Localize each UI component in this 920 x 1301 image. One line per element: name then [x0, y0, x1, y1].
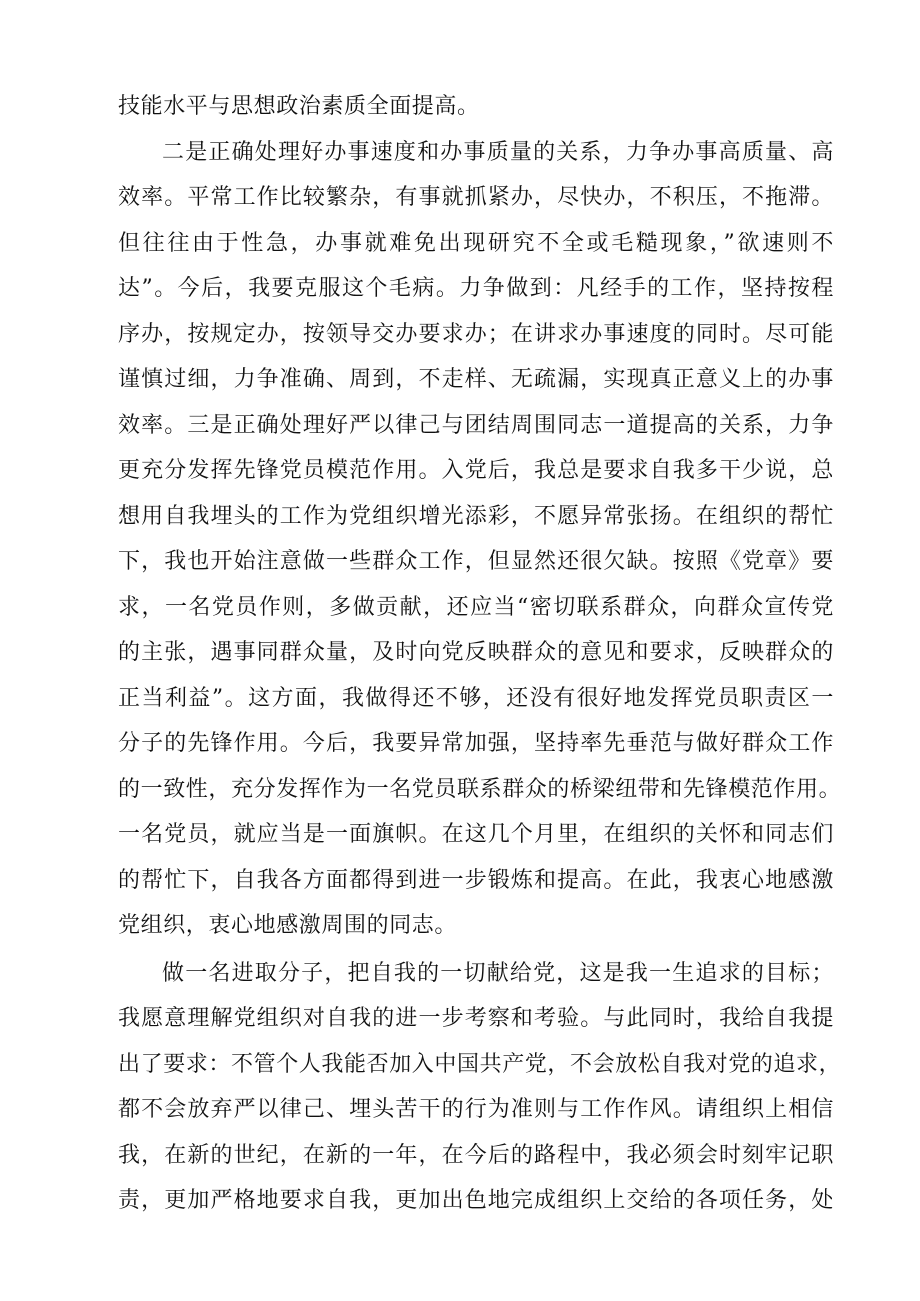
- text-line: 但往往由于性急，办事就难免出现研究不全或毛糙现象，”欲速则不: [118, 230, 834, 256]
- paragraph-1: [118, 84, 834, 130]
- text-line: 想用自我埋头的工作为党组织增光添彩，不愿异常张扬。在组织的帮忙: [118, 503, 834, 529]
- text-line: 分子的先锋作用。今后，我要异常加强，坚持率先垂范与做好群众工作: [118, 731, 834, 756]
- text-line: 下，我也开始注意做一些群众工作，但显然还很欠缺。按照《党章》要: [118, 549, 834, 574]
- text-line: 谨慎过细，力争准确、周到，不走样、无疏漏，实现真正意义上的办事: [118, 367, 834, 392]
- text-line: 的帮忙下，自我各方面都得到进一步锻炼和提高。在此，我衷心地感激: [118, 867, 834, 893]
- text-line: 效率。平常工作比较繁杂，有事就抓紧办，尽快办，不积压，不拖滞。: [118, 185, 834, 210]
- document-page: [118, 84, 842, 1224]
- text-line: 都不会放弃严以律己、埋头苦干的行为准则与工作作风。请组织上相信: [118, 1097, 834, 1122]
- text-line: 二是正确处理好办事速度和办事质量的关系，力争办事高质量、高: [162, 139, 834, 165]
- text-line: 效率。三是正确处理好严以律己与团结周围同志一道提高的关系，力争: [118, 412, 834, 438]
- text-line: 责，更加严格地要求自我，更加出色地完成组织上交给的各项任务，处: [118, 1188, 834, 1213]
- text-line: 我，在新的世纪，在新的一年，在今后的路程中，我必须会时刻牢记职: [118, 1142, 834, 1168]
- paragraph-3: [118, 951, 842, 1224]
- text-line: 出了要求：不管个人我能否加入中国共产党，不会放松自我对党的追求，: [118, 1051, 842, 1077]
- text-line: 一名党员，就应当是一面旗帜。在这几个月里，在组织的关怀和同志们: [118, 822, 834, 847]
- text-line: 正当利益”。这方面，我做得还不够，还没有很好地发挥党员职责区一: [118, 685, 834, 711]
- text-line: 求，一名党员作则，多做贡献，还应当“密切联系群众，向群众宣传党: [118, 594, 834, 620]
- text-line: 序办，按规定办，按领导交办要求办；在讲求办事速度的同时。尽可能: [118, 321, 834, 347]
- text-line: 党组织，衷心地感激周围的同志。: [118, 913, 458, 938]
- text-line: 做一名进取分子，把自我的一切献给党，这是我一生追求的目标；: [162, 960, 834, 986]
- text-line: 达”。今后，我要克服这个毛病。力争做到：凡经手的工作，坚持按程: [118, 276, 834, 301]
- text-line: 技能水平与思想政治素质全面提高。: [118, 94, 480, 119]
- text-line: 我愿意理解党组织对自我的进一步考察和考验。与此同时，我给自我提: [118, 1006, 834, 1031]
- text-line: 的主张，遇事同群众量，及时向党反映群众的意见和要求，反映群众的: [118, 640, 834, 665]
- paragraph-2: [118, 130, 842, 949]
- text-line: 的一致性，充分发挥作为一名党员联系群众的桥梁纽带和先锋模范作用。: [118, 776, 842, 802]
- text-line: 更充分发挥先锋党员模范作用。入党后，我总是要求自我多干少说，总: [118, 458, 834, 483]
